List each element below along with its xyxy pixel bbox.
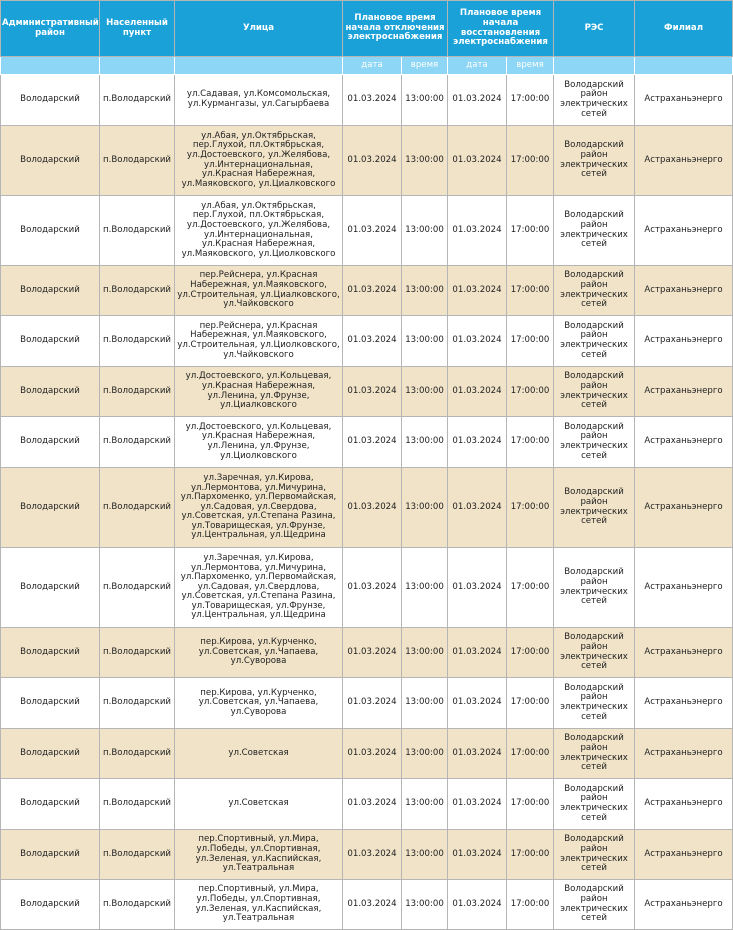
cell-off-date: 01.03.2024 (343, 548, 402, 628)
header-on-time: Плановое время начала восстановления электроснабжения (448, 1, 554, 57)
cell-res-line: Володарский (564, 79, 624, 90)
cell-res-line: электрических (560, 229, 628, 240)
cell-res-line: сетей (581, 913, 607, 924)
table-row (1, 367, 733, 417)
cell-res-line: электрических (560, 441, 628, 451)
cell-street-line: ул.Абая, ул.Октябрьская, (201, 130, 316, 141)
cell-street-line: ул.Заречная, ул.Кирова, (203, 552, 314, 563)
subheader-empty (635, 57, 733, 75)
cell-res-line: сетей (581, 863, 607, 874)
cell-street-line: ул.Суворова (230, 706, 287, 717)
cell-branch: Астраханьэнерго (635, 316, 733, 367)
cell-street-line: ул.Центральная, ул.Щедрина (191, 610, 326, 621)
cell-locality: п.Володарский (100, 628, 175, 678)
cell-res-line: район (580, 431, 608, 442)
cell-res-line: электрических (560, 651, 628, 662)
cell-off-time: 13:00:00 (402, 779, 448, 830)
cell-res (554, 628, 635, 678)
cell-on-date: 01.03.2024 (448, 417, 507, 468)
cell-branch: Астраханьэнерго (635, 830, 733, 880)
cell-off-time: 13:00:00 (402, 548, 448, 628)
cell-on-time: 17:00:00 (507, 830, 554, 880)
cell-street (175, 417, 343, 468)
cell-off-date: 01.03.2024 (343, 75, 402, 126)
cell-off-date: 01.03.2024 (343, 880, 402, 930)
cell-res-line: район (580, 576, 608, 587)
cell-street-line: ул.Товарищеская, ул.Фрунзе, (191, 520, 326, 531)
cell-street-line: ул.Советская, ул.Степана Разина, (181, 591, 336, 602)
cell-street (175, 196, 343, 266)
cell-res-line: Володарский (564, 733, 624, 744)
cell-res-line: район (580, 149, 608, 160)
cell-res-line: Володарский (564, 140, 624, 151)
table-row (1, 468, 733, 548)
cell-street-line: ул.Красная Набережная, (201, 431, 316, 442)
cell-res-line: электрических (560, 752, 628, 763)
cell-street-line: ул.Театральная (222, 913, 295, 924)
subheader-on-date: дата (448, 57, 507, 75)
cell-res-line: электрических (560, 340, 628, 350)
cell-on-date: 01.03.2024 (448, 880, 507, 930)
header-branch: Филиал (635, 1, 733, 57)
cell-off-date: 01.03.2024 (343, 126, 402, 196)
cell-branch: Астраханьэнерго (635, 75, 733, 126)
cell-street-line: ул.Зеленая, ул.Каспийская, (195, 903, 322, 914)
cell-street-line: пер.Спортивный, ул.Мира, (198, 884, 319, 895)
table-row (1, 75, 733, 126)
cell-off-time: 13:00:00 (402, 316, 448, 367)
cell-on-time: 17:00:00 (507, 779, 554, 830)
cell-res-line: Володарский (564, 371, 624, 382)
cell-street-line: пер.Кирова, ул.Курченко, (200, 637, 317, 648)
cell-on-time: 17:00:00 (507, 266, 554, 316)
header-locality: Населенный пункт (100, 1, 175, 57)
header-res: РЭС (554, 1, 635, 57)
cell-street (175, 628, 343, 678)
cell-locality: п.Володарский (100, 316, 175, 367)
cell-off-time: 13:00:00 (402, 729, 448, 779)
cell-branch: Астраханьэнерго (635, 468, 733, 548)
table-row (1, 126, 733, 196)
cell-branch: Астраханьэнерго (635, 126, 733, 196)
cell-street-line: ул.Победы, ул.Спортивная, (196, 893, 321, 904)
cell-street-line: ул.Заречная, ул.Кирова, (203, 472, 314, 483)
cell-res (554, 779, 635, 830)
cell-on-date: 01.03.2024 (448, 316, 507, 367)
cell-street-line: ул.Пархоменко, ул.Первомайская, (180, 572, 337, 583)
cell-street-line: ул.Советская, ул.Чапаева, (198, 697, 319, 708)
cell-district: Володарский (1, 779, 100, 830)
cell-locality: п.Володарский (100, 548, 175, 628)
cell-off-time: 13:00:00 (402, 468, 448, 548)
cell-res-line: сетей (581, 596, 607, 607)
cell-on-time: 17:00:00 (507, 678, 554, 729)
cell-street (175, 729, 343, 779)
cell-street-line: ул.Садовая, ул.Свердлова, (197, 581, 320, 592)
cell-off-time: 13:00:00 (402, 880, 448, 930)
cell-street-line: пер.Рейснера, ул.Красная (199, 270, 318, 281)
cell-res (554, 880, 635, 930)
cell-district: Володарский (1, 367, 100, 417)
cell-locality: п.Володарский (100, 266, 175, 316)
cell-res (554, 316, 635, 367)
cell-street-line: ул.Абая, ул.Октябрьская, (201, 200, 316, 211)
cell-off-date: 01.03.2024 (343, 779, 402, 830)
cell-street-line: ул.Садавая, ул.Комсомольская, (186, 89, 331, 100)
cell-res-line: район (580, 496, 608, 507)
cell-res (554, 75, 635, 126)
cell-street-line: ул.Курмангазы, ул.Сагырбаева (187, 99, 330, 109)
cell-street (175, 830, 343, 880)
cell-street-line: ул.Центральная, ул.Щедрина (191, 530, 326, 541)
cell-street-line: ул.Советская, ул.Степана Разина, (181, 511, 336, 522)
cell-res-line: район (580, 692, 608, 703)
cell-off-time: 13:00:00 (402, 196, 448, 266)
cell-district: Володарский (1, 126, 100, 196)
cell-street-line: ул.Маяковского, ул.Циалковского (181, 178, 336, 189)
cell-res-line: район (580, 793, 608, 804)
cell-branch: Астраханьэнерго (635, 196, 733, 266)
cell-res (554, 468, 635, 548)
cell-off-time: 13:00:00 (402, 75, 448, 126)
table-row (1, 316, 733, 367)
cell-res-line: сетей (581, 400, 607, 411)
table-row (1, 779, 733, 830)
cell-branch: Астраханьэнерго (635, 880, 733, 930)
table-row (1, 196, 733, 266)
cell-on-date: 01.03.2024 (448, 75, 507, 126)
cell-locality: п.Володарский (100, 779, 175, 830)
cell-off-date: 01.03.2024 (343, 729, 402, 779)
cell-off-time: 13:00:00 (402, 678, 448, 729)
cell-off-date: 01.03.2024 (343, 196, 402, 266)
cell-street-line: ул.Победы, ул.Спортивная, (196, 843, 321, 854)
cell-street-line: ул.Достоевского, ул.Желябова, (186, 219, 331, 230)
cell-locality: п.Володарский (100, 75, 175, 126)
cell-res (554, 196, 635, 266)
cell-on-date: 01.03.2024 (448, 266, 507, 316)
cell-street-line: ул.Лермонтова, ул.Мичурина, (190, 482, 327, 493)
cell-off-time: 13:00:00 (402, 266, 448, 316)
cell-street-line: ул.Ленина, ул.Фрунзе, (207, 390, 310, 401)
cell-off-date: 01.03.2024 (343, 628, 402, 678)
cell-street-line: ул.Чайковского (223, 349, 294, 360)
cell-res-line: электрических (560, 586, 628, 597)
cell-res-line: Володарский (564, 270, 624, 281)
cell-district: Володарский (1, 548, 100, 628)
cell-res-line: Володарский (564, 632, 624, 643)
cell-street-line: ул.Достоевского, ул.Кольцевая, (185, 371, 332, 382)
cell-on-time: 17:00:00 (507, 729, 554, 779)
cell-off-time: 13:00:00 (402, 628, 448, 678)
cell-street-line: ул.Ленина, ул.Фрунзе, (207, 441, 310, 451)
cell-off-time: 13:00:00 (402, 126, 448, 196)
cell-res-line: электрических (560, 289, 628, 300)
cell-res (554, 830, 635, 880)
cell-on-time: 17:00:00 (507, 196, 554, 266)
cell-district: Володарский (1, 628, 100, 678)
cell-locality: п.Володарский (100, 830, 175, 880)
cell-on-date: 01.03.2024 (448, 548, 507, 628)
cell-res-line: сетей (581, 239, 607, 250)
cell-res-line: район (580, 843, 608, 854)
cell-off-date: 01.03.2024 (343, 417, 402, 468)
cell-res-line: район (580, 893, 608, 904)
subheader-empty (100, 57, 175, 75)
cell-street-line: пер.Кирова, ул.Курченко, (200, 687, 317, 698)
cell-on-date: 01.03.2024 (448, 196, 507, 266)
cell-street-line: ул.Красная Набережная, (201, 169, 316, 180)
cell-res-line: Володарский (564, 783, 624, 794)
cell-res (554, 367, 635, 417)
cell-street (175, 367, 343, 417)
cell-street-line: ул.Театральная (222, 863, 295, 874)
cell-on-date: 01.03.2024 (448, 678, 507, 729)
cell-on-time: 17:00:00 (507, 468, 554, 548)
cell-res-line: сетей (581, 812, 607, 823)
cell-district: Володарский (1, 75, 100, 126)
cell-res-line: район (580, 89, 608, 100)
cell-res-line: электрических (560, 390, 628, 401)
cell-res-line: сетей (581, 516, 607, 527)
cell-off-date: 01.03.2024 (343, 367, 402, 417)
cell-street-line: пер.Глухой, пл.Октябрьская, (192, 140, 325, 151)
cell-district: Володарский (1, 196, 100, 266)
cell-street-line: ул.Строительная, ул.Циалковского, (177, 289, 340, 300)
cell-off-date: 01.03.2024 (343, 678, 402, 729)
cell-district: Володарский (1, 316, 100, 367)
cell-branch: Астраханьэнерго (635, 367, 733, 417)
cell-res (554, 678, 635, 729)
cell-branch: Астраханьэнерго (635, 628, 733, 678)
cell-branch: Астраханьэнерго (635, 548, 733, 628)
cell-locality: п.Володарский (100, 367, 175, 417)
cell-off-date: 01.03.2024 (343, 266, 402, 316)
cell-street (175, 126, 343, 196)
table-row (1, 548, 733, 628)
cell-street (175, 548, 343, 628)
cell-street-line: ул.Советская (228, 747, 289, 758)
table-row (1, 266, 733, 316)
cell-on-time: 17:00:00 (507, 316, 554, 367)
cell-locality: п.Володарский (100, 126, 175, 196)
cell-res-line: Володарский (564, 884, 624, 895)
cell-res-line: электрических (560, 159, 628, 170)
cell-street-line: пер.Рейснера, ул.Красная (199, 320, 318, 331)
cell-street-line: Набережная, ул.Маяковского, (190, 330, 327, 341)
cell-res-line: район (580, 219, 608, 230)
cell-res-line: Володарский (564, 210, 624, 221)
cell-res-line: электрических (560, 99, 628, 109)
cell-res (554, 548, 635, 628)
cell-locality: п.Володарский (100, 678, 175, 729)
cell-res-line: электрических (560, 506, 628, 517)
cell-res-line: электрических (560, 903, 628, 914)
cell-branch: Астраханьэнерго (635, 266, 733, 316)
cell-street-line: ул.Чайковского (223, 299, 294, 310)
cell-street (175, 779, 343, 830)
cell-street-line: ул.Строительная, ул.Циолковского, (177, 340, 340, 350)
cell-locality: п.Володарский (100, 468, 175, 548)
cell-district: Володарский (1, 830, 100, 880)
subheader-off-date: дата (343, 57, 402, 75)
cell-street-line: Набережная, ул.Маяковского, (190, 279, 327, 290)
subheader-off-time: время (402, 57, 448, 75)
cell-res-line: Володарский (564, 567, 624, 578)
cell-district: Володарский (1, 468, 100, 548)
cell-district: Володарский (1, 880, 100, 930)
cell-res-line: сетей (581, 711, 607, 722)
cell-res-line: сетей (581, 661, 607, 672)
cell-street-line: ул.Садовая, ул.Свердова, (200, 501, 317, 512)
cell-res-line: Володарский (564, 487, 624, 498)
cell-on-date: 01.03.2024 (448, 729, 507, 779)
cell-on-date: 01.03.2024 (448, 126, 507, 196)
cell-street-line: ул.Товарищеская, ул.Фрунзе, (191, 600, 326, 611)
table-row (1, 417, 733, 468)
cell-street (175, 880, 343, 930)
cell-street-line: ул.Лермонтова, ул.Мичурина, (190, 562, 327, 573)
cell-off-date: 01.03.2024 (343, 316, 402, 367)
cell-res-line: электрических (560, 702, 628, 712)
cell-off-time: 13:00:00 (402, 830, 448, 880)
cell-street (175, 266, 343, 316)
cell-res-line: район (580, 279, 608, 290)
table-row (1, 880, 733, 930)
cell-street-line: ул.Советская (228, 798, 289, 809)
cell-district: Володарский (1, 729, 100, 779)
cell-res-line: электрических (560, 803, 628, 813)
cell-locality: п.Володарский (100, 880, 175, 930)
cell-res-line: район (580, 641, 608, 652)
cell-res-line: сетей (581, 169, 607, 180)
cell-res-line: сетей (581, 762, 607, 773)
cell-on-date: 01.03.2024 (448, 830, 507, 880)
cell-off-time: 13:00:00 (402, 367, 448, 417)
cell-street (175, 678, 343, 729)
cell-street-line: пер.Глухой, пл.Октябрьская, (192, 210, 325, 221)
cell-district: Володарский (1, 417, 100, 468)
table-row (1, 729, 733, 779)
cell-street-line: ул.Красная Набережная, (201, 380, 316, 391)
cell-on-time: 17:00:00 (507, 367, 554, 417)
cell-res (554, 729, 635, 779)
header-street: Улица (175, 1, 343, 57)
cell-street-line: ул.Циалковского (220, 400, 297, 411)
cell-locality: п.Володарский (100, 417, 175, 468)
cell-on-time: 17:00:00 (507, 880, 554, 930)
subheader-on-time: время (507, 57, 554, 75)
table-row (1, 678, 733, 729)
cell-street (175, 316, 343, 367)
cell-off-time: 13:00:00 (402, 417, 448, 468)
cell-street-line: ул.Красная Набережная, (201, 239, 316, 250)
cell-off-date: 01.03.2024 (343, 830, 402, 880)
subheader-empty (1, 57, 100, 75)
cell-street-line: ул.Суворова (230, 656, 287, 667)
table-row (1, 628, 733, 678)
cell-res (554, 266, 635, 316)
cell-on-time: 17:00:00 (507, 628, 554, 678)
cell-res-line: Володарский (564, 320, 624, 331)
header-district: Административный район (1, 1, 100, 57)
cell-res-line: район (580, 380, 608, 391)
cell-district: Володарский (1, 678, 100, 729)
subheader-empty (554, 57, 635, 75)
cell-street-line: пер.Спортивный, ул.Мира, (198, 834, 319, 845)
cell-branch: Астраханьэнерго (635, 729, 733, 779)
cell-res-line: Володарский (564, 682, 624, 693)
table-row (1, 830, 733, 880)
cell-district: Володарский (1, 266, 100, 316)
cell-res-line: сетей (581, 299, 607, 310)
cell-res-line: электрических (560, 853, 628, 864)
cell-street-line: ул.Советская, ул.Чапаева, (198, 646, 319, 657)
cell-branch: Астраханьэнерго (635, 417, 733, 468)
cell-street (175, 468, 343, 548)
cell-res-line: Володарский (564, 834, 624, 845)
cell-res-line: сетей (581, 349, 607, 360)
subheader-empty (175, 57, 343, 75)
header-off-time: Плановое время начала отключения электроснабжения (343, 1, 448, 57)
cell-street-line: ул.Интернациональная, (204, 159, 313, 170)
cell-on-date: 01.03.2024 (448, 779, 507, 830)
cell-on-time: 17:00:00 (507, 126, 554, 196)
cell-res (554, 126, 635, 196)
cell-locality: п.Володарский (100, 196, 175, 266)
cell-on-time: 17:00:00 (507, 417, 554, 468)
cell-on-time: 17:00:00 (507, 548, 554, 628)
cell-off-date: 01.03.2024 (343, 468, 402, 548)
cell-res-line: Володарский (564, 421, 624, 432)
cell-locality: п.Володарский (100, 729, 175, 779)
cell-street-line: ул.Зеленая, ул.Каспийская, (195, 853, 322, 864)
subheader-row (1, 57, 733, 75)
cell-street-line: ул.Пархоменко, ул.Первомайская, (180, 492, 337, 503)
cell-branch: Астраханьэнерго (635, 678, 733, 729)
cell-street-line: ул.Циолковского (220, 450, 297, 461)
cell-on-date: 01.03.2024 (448, 468, 507, 548)
cell-res (554, 417, 635, 468)
cell-street-line: ул.Достоевского, ул.Кольцевая, (185, 421, 332, 432)
cell-on-date: 01.03.2024 (448, 628, 507, 678)
cell-res-line: район (580, 742, 608, 753)
cell-street (175, 75, 343, 126)
cell-on-date: 01.03.2024 (448, 367, 507, 417)
cell-street-line: ул.Достоевского, ул.Желябова, (186, 149, 331, 160)
cell-res-line: сетей (581, 450, 607, 461)
cell-res-line: район (580, 330, 608, 341)
cell-street-line: ул.Маяковского, ул.Циолковского (181, 248, 336, 259)
cell-res-line: сетей (581, 108, 607, 119)
header-row (1, 1, 733, 57)
cell-on-time: 17:00:00 (507, 75, 554, 126)
cell-street-line: ул.Интернациональная, (204, 229, 313, 240)
cell-branch: Астраханьэнерго (635, 779, 733, 830)
